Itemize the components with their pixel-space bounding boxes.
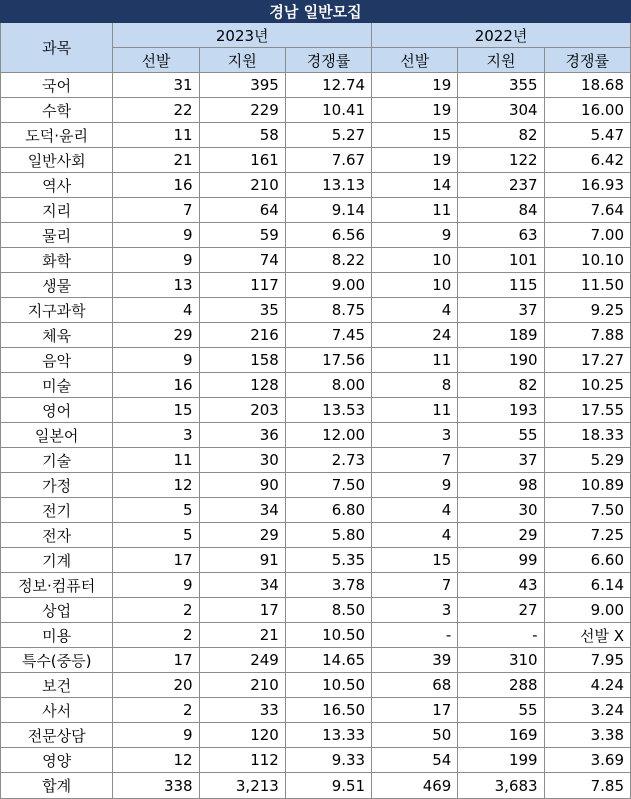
value-cell: 12 <box>113 748 199 773</box>
value-cell: 4 <box>372 523 458 548</box>
subject-cell: 전기 <box>1 498 113 523</box>
value-cell: 5 <box>113 523 199 548</box>
value-cell: 9 <box>372 223 458 248</box>
value-cell: 101 <box>458 248 544 273</box>
value-cell: 16.50 <box>285 698 371 723</box>
value-cell: 7.00 <box>544 223 630 248</box>
value-cell: 5 <box>113 498 199 523</box>
subject-cell: 지리 <box>1 198 113 223</box>
value-cell: 9.14 <box>285 198 371 223</box>
total-cell: 3,683 <box>458 773 544 799</box>
value-cell: - <box>372 623 458 648</box>
subject-cell: 체육 <box>1 323 113 348</box>
value-cell: 55 <box>458 698 544 723</box>
value-cell: 16 <box>113 373 199 398</box>
value-cell: 8.00 <box>285 373 371 398</box>
value-cell: 8 <box>372 373 458 398</box>
table-row <box>1 323 631 348</box>
value-cell: 4.24 <box>544 673 630 698</box>
subject-cell: 사서 <box>1 698 113 723</box>
table-title: 경남 일반모집 <box>1 1 631 23</box>
value-cell: 4 <box>372 298 458 323</box>
value-cell: 13.53 <box>285 398 371 423</box>
total-cell: 338 <box>113 773 199 799</box>
subject-cell: 지구과학 <box>1 298 113 323</box>
value-cell: 21 <box>199 623 285 648</box>
value-cell: 7.25 <box>544 523 630 548</box>
table-row <box>1 123 631 148</box>
value-cell: 310 <box>458 648 544 673</box>
subject-cell: 생물 <box>1 273 113 298</box>
subject-cell: 미술 <box>1 373 113 398</box>
value-cell: 216 <box>199 323 285 348</box>
table-row <box>1 723 631 748</box>
value-cell: 158 <box>199 348 285 373</box>
value-cell: 82 <box>458 373 544 398</box>
col-header-applicants-2022: 지원 <box>458 48 544 73</box>
value-cell: 3 <box>113 423 199 448</box>
value-cell: 9 <box>113 573 199 598</box>
value-cell: 9.00 <box>285 273 371 298</box>
value-cell: 5.27 <box>285 123 371 148</box>
col-header-ratio-2022: 경쟁률 <box>544 48 630 73</box>
value-cell: 82 <box>458 123 544 148</box>
value-cell: 7.45 <box>285 323 371 348</box>
value-cell: 7 <box>372 573 458 598</box>
value-cell: 288 <box>458 673 544 698</box>
value-cell: 5.80 <box>285 523 371 548</box>
value-cell: 12 <box>113 473 199 498</box>
value-cell: - <box>458 623 544 648</box>
subject-cell: 영어 <box>1 398 113 423</box>
table-row <box>1 348 631 373</box>
value-cell: 63 <box>458 223 544 248</box>
value-cell: 6.60 <box>544 548 630 573</box>
value-cell: 190 <box>458 348 544 373</box>
value-cell: 210 <box>199 673 285 698</box>
value-cell: 13 <box>113 273 199 298</box>
value-cell: 117 <box>199 273 285 298</box>
value-cell: 37 <box>458 448 544 473</box>
value-cell: 11 <box>372 198 458 223</box>
value-cell: 15 <box>372 548 458 573</box>
table-row <box>1 748 631 773</box>
value-cell: 13.33 <box>285 723 371 748</box>
total-cell: 3,213 <box>199 773 285 799</box>
value-cell: 7.67 <box>285 148 371 173</box>
value-cell: 122 <box>458 148 544 173</box>
subject-cell: 국어 <box>1 73 113 98</box>
value-cell: 7 <box>372 448 458 473</box>
value-cell: 58 <box>199 123 285 148</box>
value-cell: 30 <box>199 448 285 473</box>
value-cell: 33 <box>199 698 285 723</box>
value-cell: 30 <box>458 498 544 523</box>
value-cell: 10.25 <box>544 373 630 398</box>
table-row <box>1 273 631 298</box>
value-cell: 6.42 <box>544 148 630 173</box>
table-row <box>1 398 631 423</box>
subject-header: 과목 <box>1 23 113 73</box>
value-cell: 24 <box>372 323 458 348</box>
table-body <box>1 73 631 773</box>
table-row <box>1 248 631 273</box>
value-cell: 68 <box>372 673 458 698</box>
value-cell: 16 <box>113 173 199 198</box>
value-cell: 17.56 <box>285 348 371 373</box>
value-cell: 99 <box>458 548 544 573</box>
value-cell: 161 <box>199 148 285 173</box>
value-cell: 3 <box>372 423 458 448</box>
subject-cell: 영양 <box>1 748 113 773</box>
value-cell: 15 <box>372 123 458 148</box>
subject-cell: 상업 <box>1 598 113 623</box>
value-cell: 22 <box>113 98 199 123</box>
value-cell: 4 <box>372 498 458 523</box>
table-row <box>1 373 631 398</box>
subject-cell: 전자 <box>1 523 113 548</box>
subject-cell: 일본어 <box>1 423 113 448</box>
value-cell: 14 <box>372 173 458 198</box>
value-cell: 7.95 <box>544 648 630 673</box>
value-cell: 3.24 <box>544 698 630 723</box>
value-cell: 9 <box>113 348 199 373</box>
value-cell: 3.38 <box>544 723 630 748</box>
value-cell: 21 <box>113 148 199 173</box>
subject-cell: 역사 <box>1 173 113 198</box>
subject-cell: 일반사회 <box>1 148 113 173</box>
value-cell: 91 <box>199 548 285 573</box>
value-cell: 59 <box>199 223 285 248</box>
value-cell: 7.64 <box>544 198 630 223</box>
value-cell: 17.55 <box>544 398 630 423</box>
value-cell: 13.13 <box>285 173 371 198</box>
value-cell: 11 <box>113 123 199 148</box>
value-cell: 84 <box>458 198 544 223</box>
value-cell: 4 <box>113 298 199 323</box>
subject-cell: 전문상담 <box>1 723 113 748</box>
subject-cell: 보건 <box>1 673 113 698</box>
table-row <box>1 198 631 223</box>
table-row <box>1 573 631 598</box>
value-cell: 3.69 <box>544 748 630 773</box>
value-cell: 6.14 <box>544 573 630 598</box>
value-cell: 2 <box>113 598 199 623</box>
value-cell: 199 <box>458 748 544 773</box>
value-cell: 29 <box>199 523 285 548</box>
subject-cell: 가정 <box>1 473 113 498</box>
value-cell: 54 <box>372 748 458 773</box>
value-cell: 7.50 <box>544 498 630 523</box>
value-cell: 355 <box>458 73 544 98</box>
value-cell: 2.73 <box>285 448 371 473</box>
value-cell: 10.89 <box>544 473 630 498</box>
value-cell: 17.27 <box>544 348 630 373</box>
value-cell: 3 <box>372 598 458 623</box>
value-cell: 19 <box>372 98 458 123</box>
value-cell: 169 <box>458 723 544 748</box>
table-row <box>1 698 631 723</box>
value-cell: 17 <box>113 648 199 673</box>
table-row <box>1 98 631 123</box>
value-cell: 11 <box>372 348 458 373</box>
value-cell: 10.50 <box>285 623 371 648</box>
value-cell: 210 <box>199 173 285 198</box>
subject-cell: 음악 <box>1 348 113 373</box>
value-cell: 229 <box>199 98 285 123</box>
value-cell: 10 <box>372 273 458 298</box>
value-cell: 5.29 <box>544 448 630 473</box>
value-cell: 55 <box>458 423 544 448</box>
value-cell: 11.50 <box>544 273 630 298</box>
value-cell: 14.65 <box>285 648 371 673</box>
value-cell: 7 <box>113 198 199 223</box>
value-cell: 5.47 <box>544 123 630 148</box>
year-2023-header: 2023년 <box>113 23 372 48</box>
value-cell: 8.50 <box>285 598 371 623</box>
subject-cell: 미용 <box>1 623 113 648</box>
subject-cell: 특수(중등) <box>1 648 113 673</box>
subject-cell: 기술 <box>1 448 113 473</box>
value-cell: 90 <box>199 473 285 498</box>
table-row <box>1 673 631 698</box>
value-cell: 98 <box>458 473 544 498</box>
value-cell: 29 <box>113 323 199 348</box>
value-cell: 9 <box>113 223 199 248</box>
value-cell: 5.35 <box>285 548 371 573</box>
value-cell: 11 <box>372 398 458 423</box>
total-row <box>1 773 631 799</box>
value-cell: 27 <box>458 598 544 623</box>
value-cell: 2 <box>113 698 199 723</box>
value-cell: 선발 X <box>544 623 630 648</box>
total-cell: 9.51 <box>285 773 371 799</box>
table-row <box>1 223 631 248</box>
value-cell: 8.75 <box>285 298 371 323</box>
value-cell: 8.22 <box>285 248 371 273</box>
value-cell: 11 <box>113 448 199 473</box>
table-row <box>1 298 631 323</box>
value-cell: 9.00 <box>544 598 630 623</box>
value-cell: 7.88 <box>544 323 630 348</box>
value-cell: 10 <box>372 248 458 273</box>
value-cell: 9 <box>372 473 458 498</box>
value-cell: 20 <box>113 673 199 698</box>
value-cell: 193 <box>458 398 544 423</box>
value-cell: 16.00 <box>544 98 630 123</box>
table-row <box>1 148 631 173</box>
table-row <box>1 523 631 548</box>
col-header-ratio-2023: 경쟁률 <box>285 48 371 73</box>
value-cell: 9 <box>113 248 199 273</box>
value-cell: 128 <box>199 373 285 398</box>
col-header-selected-2023: 선발 <box>113 48 199 73</box>
value-cell: 31 <box>113 73 199 98</box>
value-cell: 17 <box>372 698 458 723</box>
value-cell: 39 <box>372 648 458 673</box>
value-cell: 10.50 <box>285 673 371 698</box>
value-cell: 35 <box>199 298 285 323</box>
value-cell: 9.33 <box>285 748 371 773</box>
value-cell: 115 <box>458 273 544 298</box>
table-row <box>1 173 631 198</box>
value-cell: 19 <box>372 148 458 173</box>
value-cell: 10.41 <box>285 98 371 123</box>
value-cell: 43 <box>458 573 544 598</box>
subject-cell: 물리 <box>1 223 113 248</box>
year-2022-header: 2022년 <box>372 23 631 48</box>
value-cell: 18.68 <box>544 73 630 98</box>
value-cell: 12.74 <box>285 73 371 98</box>
value-cell: 34 <box>199 498 285 523</box>
subject-cell: 수학 <box>1 98 113 123</box>
total-label: 합계 <box>1 773 113 799</box>
value-cell: 18.33 <box>544 423 630 448</box>
value-cell: 15 <box>113 398 199 423</box>
value-cell: 120 <box>199 723 285 748</box>
value-cell: 9 <box>113 723 199 748</box>
subject-cell: 화학 <box>1 248 113 273</box>
value-cell: 249 <box>199 648 285 673</box>
value-cell: 10.10 <box>544 248 630 273</box>
value-cell: 203 <box>199 398 285 423</box>
value-cell: 3.78 <box>285 573 371 598</box>
col-header-applicants-2023: 지원 <box>199 48 285 73</box>
value-cell: 74 <box>199 248 285 273</box>
value-cell: 12.00 <box>285 423 371 448</box>
table-row <box>1 73 631 98</box>
value-cell: 37 <box>458 298 544 323</box>
table-row <box>1 423 631 448</box>
value-cell: 34 <box>199 573 285 598</box>
subject-cell: 도덕·윤리 <box>1 123 113 148</box>
value-cell: 36 <box>199 423 285 448</box>
value-cell: 2 <box>113 623 199 648</box>
value-cell: 112 <box>199 748 285 773</box>
value-cell: 189 <box>458 323 544 348</box>
total-cell: 469 <box>372 773 458 799</box>
value-cell: 16.93 <box>544 173 630 198</box>
table-row <box>1 598 631 623</box>
table-row <box>1 448 631 473</box>
value-cell: 17 <box>199 598 285 623</box>
value-cell: 19 <box>372 73 458 98</box>
total-cell: 7.85 <box>544 773 630 799</box>
value-cell: 50 <box>372 723 458 748</box>
value-cell: 64 <box>199 198 285 223</box>
value-cell: 237 <box>458 173 544 198</box>
value-cell: 6.56 <box>285 223 371 248</box>
value-cell: 7.50 <box>285 473 371 498</box>
table-row <box>1 473 631 498</box>
table-row <box>1 648 631 673</box>
value-cell: 395 <box>199 73 285 98</box>
col-header-selected-2022: 선발 <box>372 48 458 73</box>
value-cell: 17 <box>113 548 199 573</box>
subject-cell: 정보·컴퓨터 <box>1 573 113 598</box>
table-row <box>1 498 631 523</box>
subject-cell: 기계 <box>1 548 113 573</box>
table-row <box>1 623 631 648</box>
value-cell: 29 <box>458 523 544 548</box>
table-row <box>1 548 631 573</box>
value-cell: 9.25 <box>544 298 630 323</box>
value-cell: 6.80 <box>285 498 371 523</box>
value-cell: 304 <box>458 98 544 123</box>
